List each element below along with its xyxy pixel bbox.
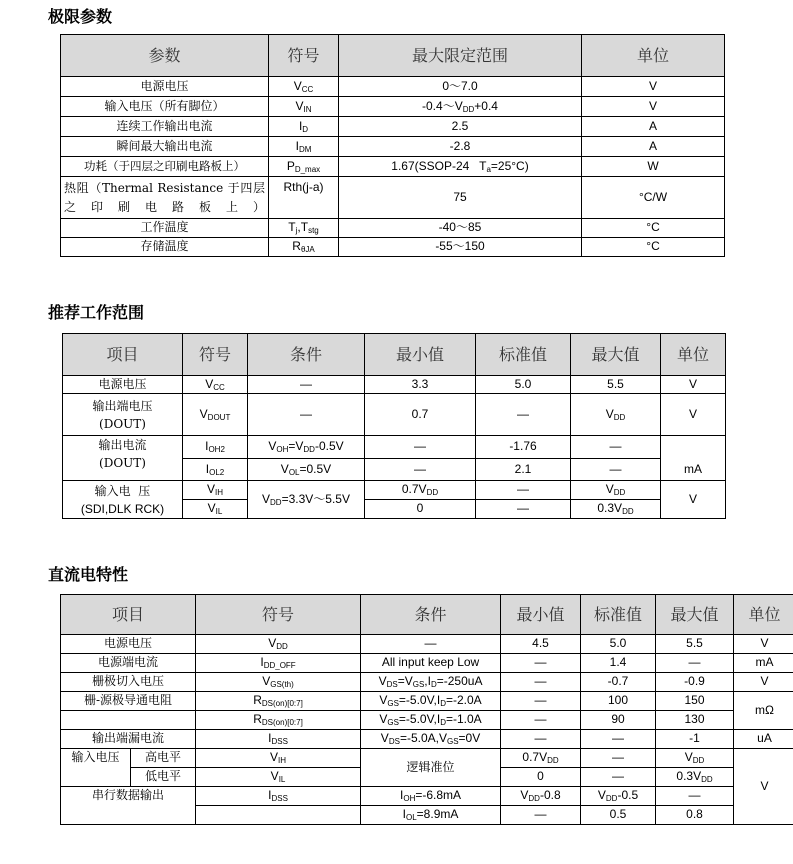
table-row: $I_{OL}=8.9mA$ — 0.5 0.8 (61, 806, 793, 825)
table-row: 栅-源极导通电阻 $R_{DS(on)[0:7]}$ $V_{GS}=-5.0V,I_D=-2.0A$ — 100 150 mΩ (61, 692, 793, 711)
table-row: 输入电 压 (SDI,DLK RCK) $V_{IH}$ $V_{DD}=3.3V\sim 5.5V$ $0.7V_{DD}$ — $V_{DD}$ V (63, 481, 726, 500)
table-row: 功耗（于四层之印刷电路板上） $P_{D\_max}$ 1.67(SSOP-24 $T_a=25^\circ C$) W (61, 157, 725, 177)
table-row: $R_{DS(on)[0:7]}$ $V_{GS}=-5.0V,I_D=-1.0A$ — 90 130 (61, 711, 793, 730)
absolute-max-table (60, 34, 725, 257)
table-row: 连续工作输出电流 $I_D$ 2.5 A (61, 117, 725, 137)
table-row: 低电平 $V_{IL}$ 0 — $0.3V_{DD}$ (61, 768, 793, 787)
header-symbol: 符号 (269, 35, 339, 77)
table-row: 工作温度 $T_j,T_{stg}$ -40～85 °C (61, 219, 725, 238)
header-param: 参数 (61, 35, 269, 77)
table-row: 瞬间最大输出电流 $I_{DM}$ -2.8 A (61, 137, 725, 157)
table-row: 电源电压 $V_{CC}$ — 3.3 5.0 5.5 V (63, 376, 726, 394)
table-row: 输出端漏电流 $I_{DSS}$ $V_{DS}=-5.0A,V_{GS}=0V$ — — -1 uA (61, 730, 793, 749)
dc-characteristics-table: 项目 符号 条件 最小值 标准值 最大值 单位 电源电压 $V_{DD}$ — 4.5 5.0 5.5 V 电源端电流 $I_{DD\_OFF}$ All input keep Low — 1.4 — mA 栅极切入电压 $V_{GS(th)}$ $V_{DS}=V_{GS},I_D=-250uA$ — -0.7 -0.9 V 栅-源极导通电阻 $R_{DS(on)[0:7]}$ $V_{GS}=-5.0V,I_D=-2.0A$ — 100 150 mΩ $R_{DS(on)[0:7]}$ $V_{GS}=-5.0V,I_D=-1.0A$ — 90 130 输出端漏电流 $I_{DSS}$ $V_{DS}=-5.0A,V_{GS}=0V$ — — -1 uA 输入电压 高电平 $V_{IH}$ 逻辑准位 $0.7V_{DD}$ — $V_{DD}$ V 低电平 $V_{IL}$ 0 — $0.3V_{DD}$ 串行数据输出 $I_{DSS}$ $I_{OH}=-6.8mA$ $V_{DD}-0.8$ $V_{DD}-0.5$ — $I_{OL}=8.9mA$ — 0.5 0.8 (60, 594, 793, 825)
section-title-dc-characteristics: 直流电特性 (48, 565, 129, 584)
section-title-absolute-max: 极限参数 (48, 7, 113, 26)
table-row: 电源电压 $V_{DD}$ — 4.5 5.0 5.5 V (61, 635, 793, 654)
table-row: $I_{OL2}$ $V_{OL}=0.5V$ — 2.1 — (63, 458, 726, 481)
table-row: 热阻（Thermal Resistance 于四层之印刷电路板上） Rth(j-a) 75 °C/W (61, 177, 725, 219)
table-row: 电源端电流 $I_{DD\_OFF}$ All input keep Low — 1.4 — mA (61, 654, 793, 673)
table-row: $V_{IL}$ 0 — $0.3V_{DD}$ (63, 500, 726, 519)
table-row: 输入电压 高电平 $V_{IH}$ 逻辑准位 $0.7V_{DD}$ — $V_{DD}$ V (61, 749, 793, 768)
table-row: 输入电压（所有脚位） $V_{IN}$ $-0.4\sim V_{DD}+0.4$ V (61, 97, 725, 117)
table-row: 输出电流 (DOUT) $I_{OH2}$ $V_{OH}=V_{DD}-0.5V$ — -1.76 — mA (63, 436, 726, 459)
table-row: 电源电压 $V_{CC}$ 0～7.0 V (61, 77, 725, 97)
table-row: 栅极切入电压 $V_{GS(th)}$ $V_{DS}=V_{GS},I_D=-250uA$ — -0.7 -0.9 V (61, 673, 793, 692)
header-range: 最大限定范围 (339, 35, 582, 77)
table-row: 串行数据输出 $I_{DSS}$ $I_{OH}=-6.8mA$ $V_{DD}-0.8$ $V_{DD}-0.5$ — (61, 787, 793, 806)
table-row: 存储温度 $R_{\theta JA}$ -55～150 °C (61, 238, 725, 257)
table-row: 输出端电压 (DOUT) $V_{DOUT}$ — 0.7 — $V_{DD}$ V (63, 394, 726, 436)
header-unit: 单位 (582, 35, 725, 77)
recommended-operating-table: 项目 符号 条件 最小值 标准值 最大值 单位 电源电压 $V_{CC}$ — 3.3 5.0 5.5 V 输出端电压 (DOUT) $V_{DOUT}$ — 0.7 — $V_{DD}$ V 输出电流 (DOUT) $I_{OH2}$ $V_{OH}=V_{DD}-0.5V$ — -1.76 — mA $I_{OL2}$ $V_{OL}=0.5V$ — 2.1 — 输入电 压 (SDI,DLK RCK) $V_{IH}$ $V_{DD}=3.3V\sim 5.5V$ $0.7V_{DD}$ — $V_{DD}$ V $V_{IL}$ 0 — $0.3V_{DD}$ (62, 333, 726, 519)
section-title-recommended: 推荐工作范围 (48, 303, 145, 322)
